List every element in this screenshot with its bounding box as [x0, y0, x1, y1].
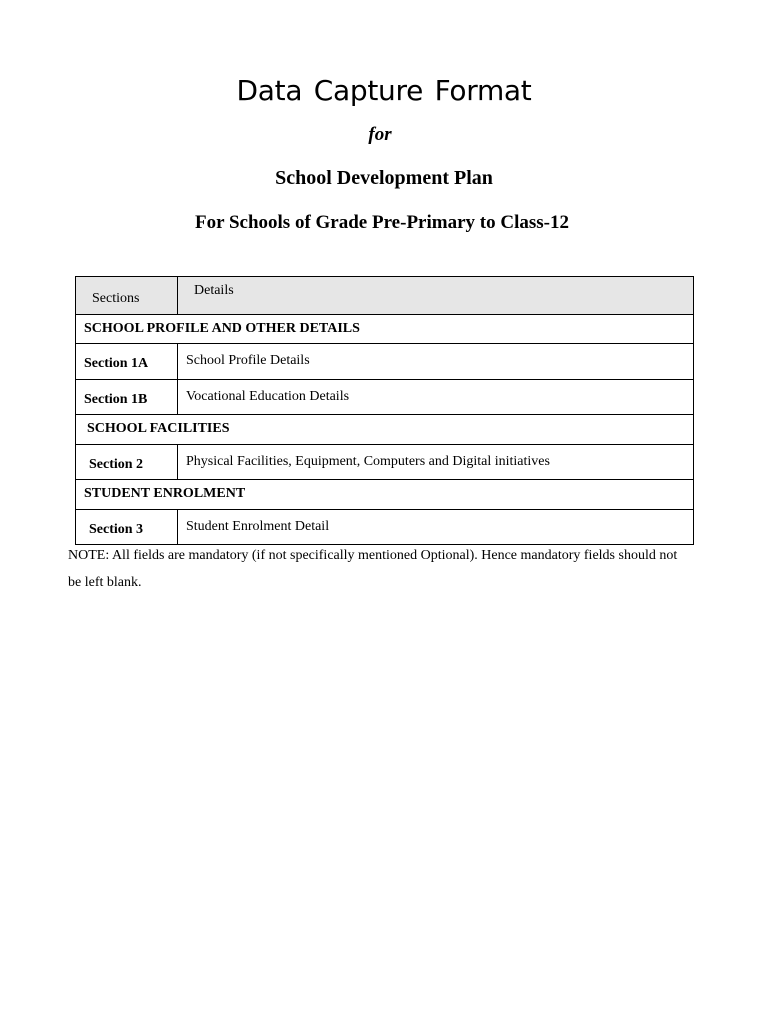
table-row — [76, 509, 694, 545]
for-label: for — [368, 124, 392, 145]
table-row — [76, 444, 694, 480]
group-label: SCHOOL PROFILE AND OTHER DETAILS — [76, 314, 694, 344]
header-details: Details — [178, 277, 694, 315]
table-row — [76, 344, 694, 380]
section-id: Section 1B — [76, 379, 178, 415]
table-header-row — [76, 277, 694, 315]
section-details: Vocational Education Details — [178, 379, 694, 415]
group-row-school-profile — [76, 314, 694, 344]
sections-table — [75, 276, 694, 545]
document-subtitle: School Development Plan — [275, 167, 493, 189]
section-details: Physical Facilities, Equipment, Computers and Digital initiatives — [178, 444, 694, 480]
section-details: School Profile Details — [178, 344, 694, 380]
group-label: SCHOOL FACILITIES — [76, 415, 694, 445]
document-scope: For Schools of Grade Pre-Primary to Class-12 — [195, 212, 569, 233]
group-row-school-facilities — [76, 415, 694, 445]
header-sections: Sections — [76, 277, 178, 315]
group-label: STUDENT ENROLMENT — [76, 480, 694, 510]
section-details: Student Enrolment Detail — [178, 509, 694, 545]
group-row-student-enrolment — [76, 480, 694, 510]
document-title: Data Capture Format — [236, 74, 532, 107]
mandatory-note: NOTE: All fields are mandatory (if not specifically mentioned Optional). Hence mandatory fields should not be left blank. — [68, 548, 678, 590]
section-id: Section 1A — [76, 344, 178, 380]
table-row — [76, 379, 694, 415]
section-id: Section 3 — [76, 509, 178, 545]
section-id: Section 2 — [76, 444, 178, 480]
